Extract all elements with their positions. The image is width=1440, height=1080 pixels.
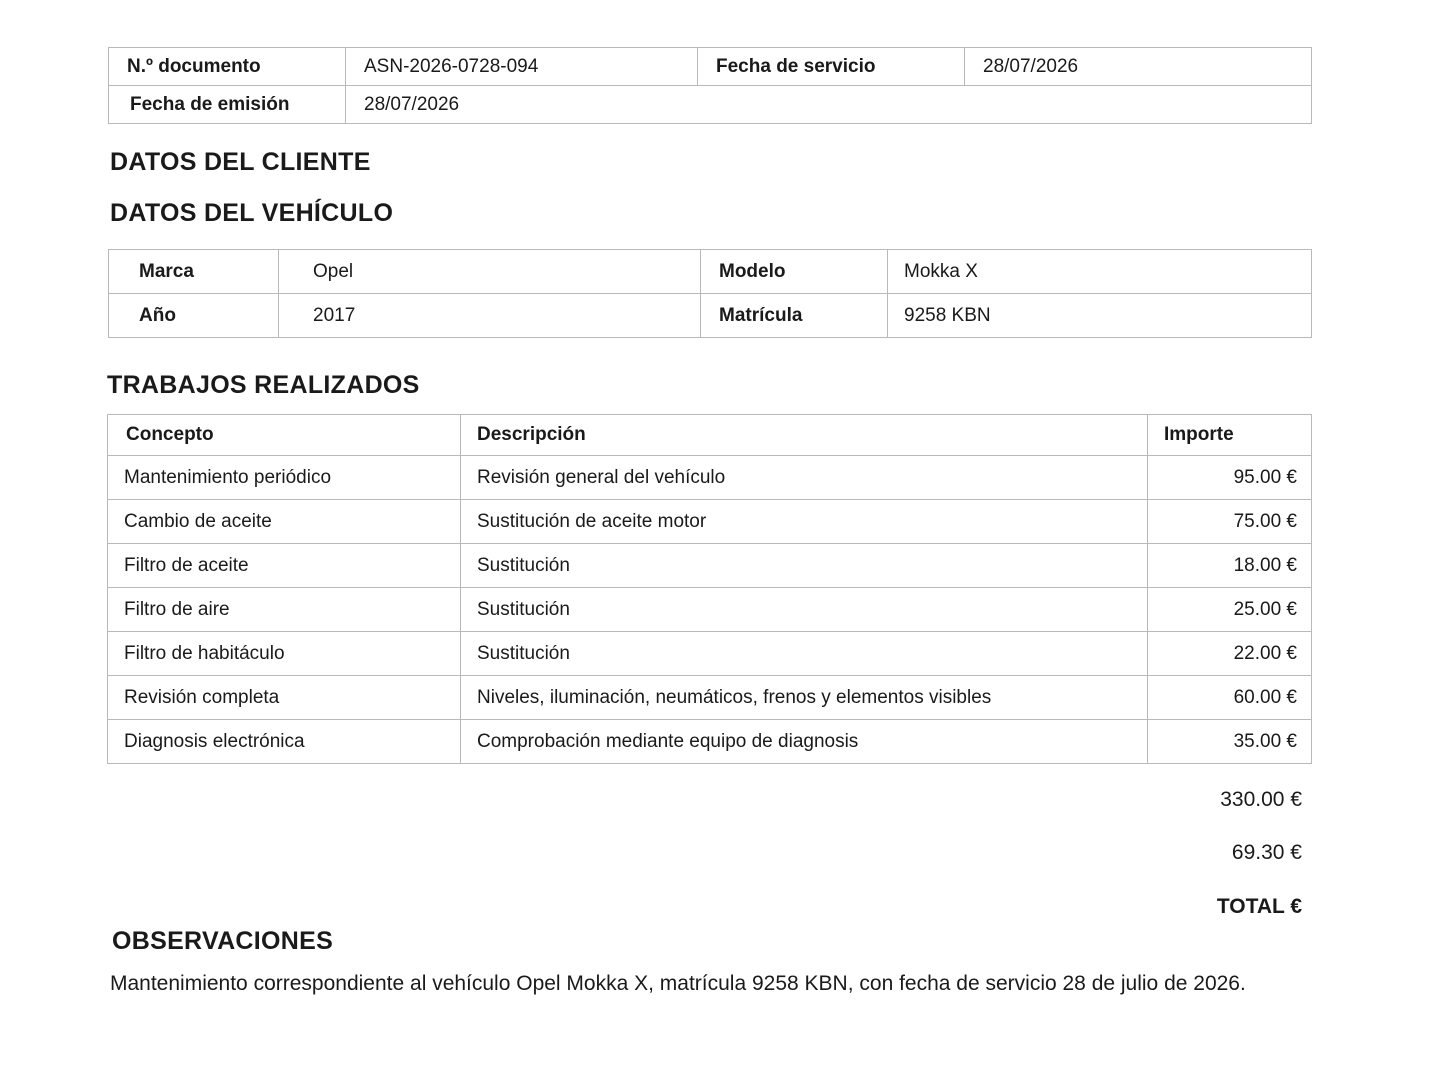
document-info-table xyxy=(108,47,1312,124)
row-description: Sustitución xyxy=(461,544,1148,588)
row-amount: 18.00 € xyxy=(1148,544,1312,588)
row-amount: 35.00 € xyxy=(1148,720,1312,764)
issue-date-value: 28/07/2026 xyxy=(346,86,1312,124)
service-date-label: Fecha de servicio xyxy=(698,48,965,86)
table-row xyxy=(108,720,1312,764)
vehicle-row xyxy=(109,250,1312,294)
year-label: Año xyxy=(109,294,279,338)
total-label: TOTAL € xyxy=(1216,895,1302,918)
service-date-value: 28/07/2026 xyxy=(965,48,1312,86)
row-concept: Cambio de aceite xyxy=(108,500,461,544)
works-header-row xyxy=(108,415,1312,456)
model-value: Mokka X xyxy=(888,250,1312,294)
table-row xyxy=(108,456,1312,500)
row-concept: Diagnosis electrónica xyxy=(108,720,461,764)
works-section-title: TRABAJOS REALIZADOS xyxy=(107,371,420,399)
row-concept: Mantenimiento periódico xyxy=(108,456,461,500)
brand-label: Marca xyxy=(109,250,279,294)
row-amount: 60.00 € xyxy=(1148,676,1312,720)
table-row xyxy=(108,632,1312,676)
vehicle-info-table xyxy=(108,249,1312,338)
column-header-amount: Importe xyxy=(1148,415,1312,456)
row-amount: 22.00 € xyxy=(1148,632,1312,676)
row-concept: Revisión completa xyxy=(108,676,461,720)
subtotal-amount: 330.00 € xyxy=(1220,788,1302,811)
table-row xyxy=(108,676,1312,720)
doc-number-value: ASN-2026-0728-094 xyxy=(346,48,698,86)
column-header-concept: Concepto xyxy=(108,415,461,456)
doc-info-row xyxy=(109,86,1312,124)
row-description: Sustitución xyxy=(461,588,1148,632)
doc-number-label: N.º documento xyxy=(109,48,346,86)
row-description: Revisión general del vehículo xyxy=(461,456,1148,500)
client-section-title: DATOS DEL CLIENTE xyxy=(110,148,371,176)
row-description: Niveles, iluminación, neumáticos, frenos y elementos visibles xyxy=(461,676,1148,720)
row-concept: Filtro de aceite xyxy=(108,544,461,588)
tax-amount: 69.30 € xyxy=(1231,841,1302,864)
row-amount: 25.00 € xyxy=(1148,588,1312,632)
plate-label: Matrícula xyxy=(701,294,888,338)
plate-value: 9258 KBN xyxy=(888,294,1312,338)
row-concept: Filtro de habitáculo xyxy=(108,632,461,676)
model-label: Modelo xyxy=(701,250,888,294)
row-description: Comprobación mediante equipo de diagnosis xyxy=(461,720,1148,764)
row-description: Sustitución de aceite motor xyxy=(461,500,1148,544)
year-value: 2017 xyxy=(279,294,701,338)
row-amount: 75.00 € xyxy=(1148,500,1312,544)
observations-title: OBSERVACIONES xyxy=(112,927,334,955)
table-row xyxy=(108,544,1312,588)
brand-value: Opel xyxy=(279,250,701,294)
issue-date-label: Fecha de emisión xyxy=(109,86,346,124)
table-row xyxy=(108,588,1312,632)
vehicle-section-title: DATOS DEL VEHÍCULO xyxy=(110,199,394,227)
column-header-description: Descripción xyxy=(461,415,1148,456)
vehicle-row xyxy=(109,294,1312,338)
row-concept: Filtro de aire xyxy=(108,588,461,632)
works-table xyxy=(107,414,1312,764)
observations-text: Mantenimiento correspondiente al vehículo Opel Mokka X, matrícula 9258 KBN, con fecha de servicio 28 de julio de 2026. xyxy=(110,972,1246,995)
row-description: Sustitución xyxy=(461,632,1148,676)
works-table-body xyxy=(108,456,1312,764)
doc-info-row xyxy=(109,48,1312,86)
table-row xyxy=(108,500,1312,544)
row-amount: 95.00 € xyxy=(1148,456,1312,500)
